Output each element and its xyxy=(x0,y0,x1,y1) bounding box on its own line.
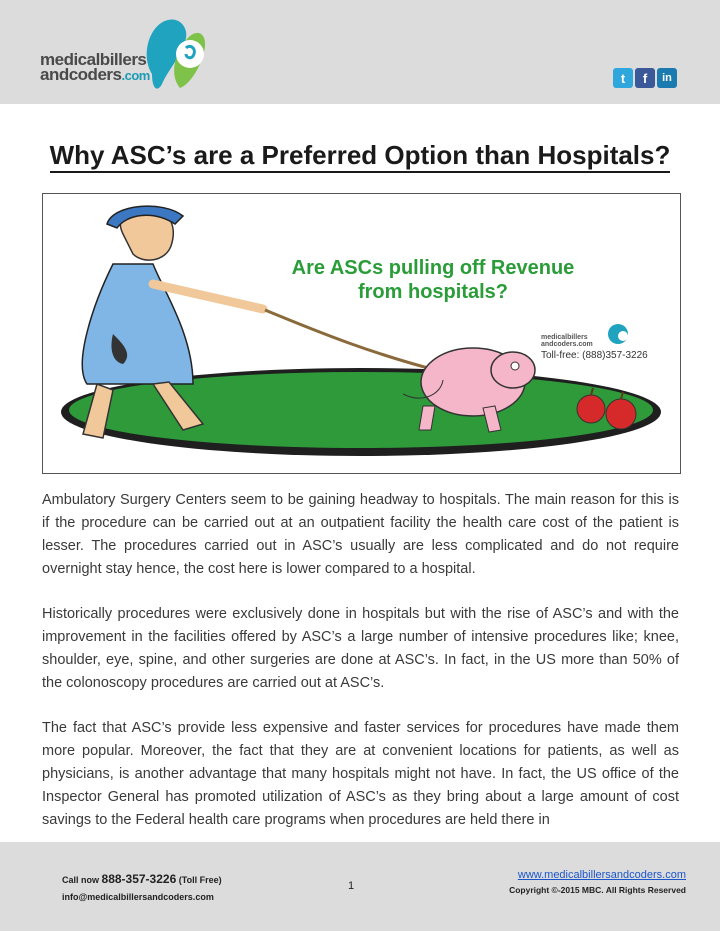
hero-logo-line1: medicalbillers xyxy=(541,334,588,341)
logo-line1: medicalbillers xyxy=(40,50,147,69)
footer-website-link[interactable]: www.medicalbillersandcoders.com xyxy=(517,869,686,881)
hero-illustration xyxy=(42,193,681,474)
page-title-text: Why ASC’s are a Preferred Option than Hospitals? xyxy=(50,140,671,173)
hero-logo-line2: andcoders.com xyxy=(541,341,593,348)
paragraph-3: The fact that ASC’s provide less expensive and faster services for procedures have made them more popular. Moreover, the fact that they are at convenient locations for patients, as well as physicians, is another advantage that many hospitals might not have. In fact, the US office of the Inspector General has promoted utilization of ASC’s as they bring about a large amount of cost savings to the Federal health care programs when procedures are held there in xyxy=(42,720,679,828)
footer-copyright: Copyright ©-2015 MBC. All Rights Reserved xyxy=(509,885,686,895)
page-title xyxy=(0,140,720,171)
linkedin-icon[interactable]: in xyxy=(657,68,677,88)
hero-headline xyxy=(223,256,643,304)
footer-phone[interactable]: 888-357-3226 xyxy=(101,872,177,886)
footer-contact xyxy=(62,872,222,902)
page-header xyxy=(0,0,720,104)
hero-logo-text xyxy=(541,334,593,348)
hero-headline-line2: from hospitals? xyxy=(357,281,508,303)
footer-email[interactable]: info@medicalbillersandcoders.com xyxy=(62,892,214,902)
footer-call-prefix: Call now xyxy=(62,875,102,885)
logo-wordmark[interactable] xyxy=(40,52,150,83)
twitter-icon[interactable]: t xyxy=(613,68,633,88)
paragraph-2: Historically procedures were exclusively done in hospitals but with the rise of ASC’s and with the improvement in the facilities offered by ASC’s a large number of intensive procedures like; knee, shoulder, eye, spine, and other surgeries are done at ASC’s. In fact, in the US more than 50% of the colonoscopy procedures are carried out at ASC’s. xyxy=(42,606,679,691)
page-number: 1 xyxy=(348,880,355,892)
hero-headline-line1: Are ASCs pulling off Revenue xyxy=(291,257,575,279)
paragraph-1: Ambulatory Surgery Centers seem to be gaining headway to hospitals. The main reason for this is if the procedure can be carried out at an outpatient facility the health care cost of the patient is lesser. The procedures carried out in ASC’s usually are less complicated and do not require overnight stay hence, the cost here is lower compared to a hospital. xyxy=(42,492,679,577)
footer-call-suffix: (Toll Free) xyxy=(176,875,222,885)
page-footer xyxy=(0,842,720,931)
facebook-icon[interactable]: f xyxy=(635,68,655,88)
social-links xyxy=(613,68,677,88)
logo-suffix: .com xyxy=(121,68,150,83)
logo-line2: andcoders xyxy=(40,65,122,84)
footer-right xyxy=(490,869,686,895)
hero-phone: Toll-free: (888)357-3226 xyxy=(541,350,648,361)
